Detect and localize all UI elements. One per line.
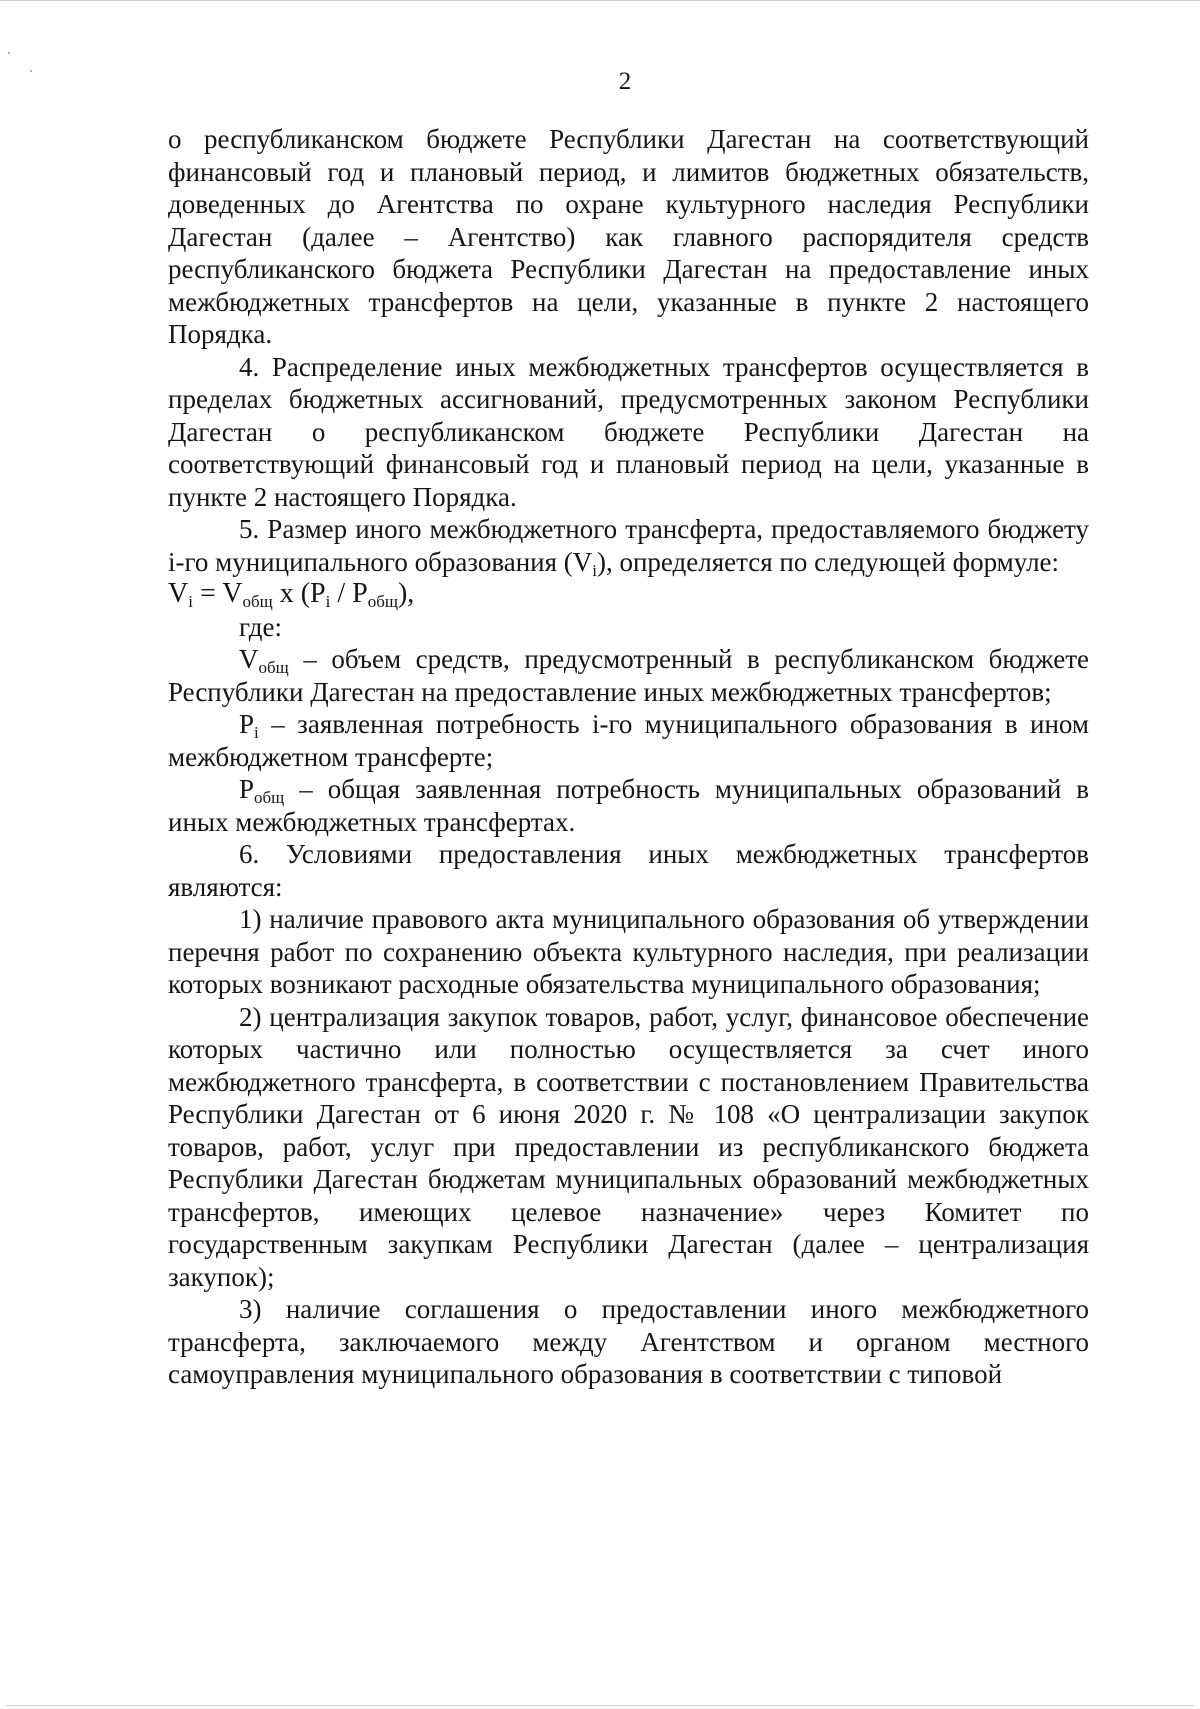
definition-v-subscript: общ — [258, 658, 289, 677]
item-5-subscript: i — [592, 560, 597, 580]
formula-lhs: V — [168, 578, 189, 609]
definition-pi-subscript: i — [254, 723, 259, 742]
formula-ptotal-subscript: общ — [367, 592, 398, 611]
paragraph-continuation: о республиканском бюджете Республики Дагестан на соответствующий финансовый год и плановый период, и лимитов бюджетных обязательств, доведенных до Агентства по охране культурного наследия Республики Дагестан (далее – Агентство) как главного распорядителя средств республиканского бюджета Республики Дагестан на предоставление иных межбюджетных трансфертов на цели, указанные в пункте 2 настоящего Порядка. — [168, 124, 1089, 349]
paragraph-item-6: 6. Условиями предоставления иных межбюджетных трансфертов являются: — [168, 839, 1089, 902]
definition-pi-letter: P — [239, 709, 255, 739]
definition-po-letter: P — [239, 774, 255, 804]
formula-v-subscript: общ — [242, 592, 273, 611]
formula-equals: = V — [192, 578, 243, 609]
definition-po-subscript: общ — [254, 788, 285, 807]
definition-v-letter: V — [239, 644, 259, 674]
formula-times: x (P — [272, 578, 326, 609]
scan-speck — [8, 52, 10, 54]
item-5-text-start: 5. Размер иного межбюджетного трансферта, предоставляемого бюджету i-го муниципального образования (V — [168, 514, 1089, 577]
condition-2: 2) централизация закупок товаров, работ, услуг, финансовое обеспечение которых частично или полностью осуществляется за счет иного межбюджетного трансферта, в соответствии с постановлением Правительства Республики Дагестан от 6 июня 2020 г. № 108 «О централизации закупок товаров, работ, услуг при предоставлении из республиканского бюджета Республики Дагестан бюджетам муниципальных образований межбюджетных трансфертов, имеющих целевое назначение» через Комитет по государственным закупкам Республики Дагестан (далее – централизация закупок); — [168, 1001, 1089, 1292]
condition-1: 1) наличие правового акта муниципального образования об утверждении перечня работ по сохранению объекта культурного наследия, при реализации которых возникают расходные обязательства муниципального образования; — [168, 904, 1089, 999]
page-number: 2 — [618, 68, 632, 95]
formula-divide: / P — [330, 578, 368, 609]
definition-v-text: – объем средств, предусмотренный в республиканском бюджете Республики Дагестан на предоставление иных межбюджетных трансфертов; — [168, 644, 1089, 707]
paragraph-item-5 — [168, 513, 1089, 578]
scan-edge-bottom — [6, 1705, 1194, 1706]
definition-v-total — [168, 643, 1089, 708]
definition-po-text: – общая заявленная потребность муниципальных образований в иных межбюджетных трансфертах. — [168, 774, 1089, 837]
item-5-text-end: ), определяется по следующей формуле: — [596, 546, 1060, 577]
paragraph-item-4: 4. Распределение иных межбюджетных трансфертов осуществляется в пределах бюджетных ассигнований, предусмотренных законом Республики Дагестан о республиканском бюджете Республики Дагестан на соответствующий финансовый год и плановый период на цели, указанные в пункте 2 настоящего Порядка. — [168, 351, 1089, 512]
formula — [168, 578, 1089, 611]
definition-p-total — [168, 773, 1089, 838]
condition-3: 3) наличие соглашения о предоставлении иного межбюджетного трансферта, заключаемого между Агентством и органом местного самоуправления муниципального образования в соответствии с типовой — [168, 1294, 1089, 1389]
definition-pi-text: – заявленная потребность i-го муниципального образования в ином межбюджетном трансферте; — [168, 709, 1089, 772]
formula-p-subscript: i — [325, 592, 331, 611]
formula-close: ), — [397, 578, 415, 609]
definitions-where: где: — [239, 611, 282, 642]
document-body — [168, 123, 1089, 1391]
scan-edge-top — [0, 0, 1200, 1]
definition-p-i — [168, 708, 1089, 773]
formula-lhs-subscript: i — [188, 592, 193, 611]
